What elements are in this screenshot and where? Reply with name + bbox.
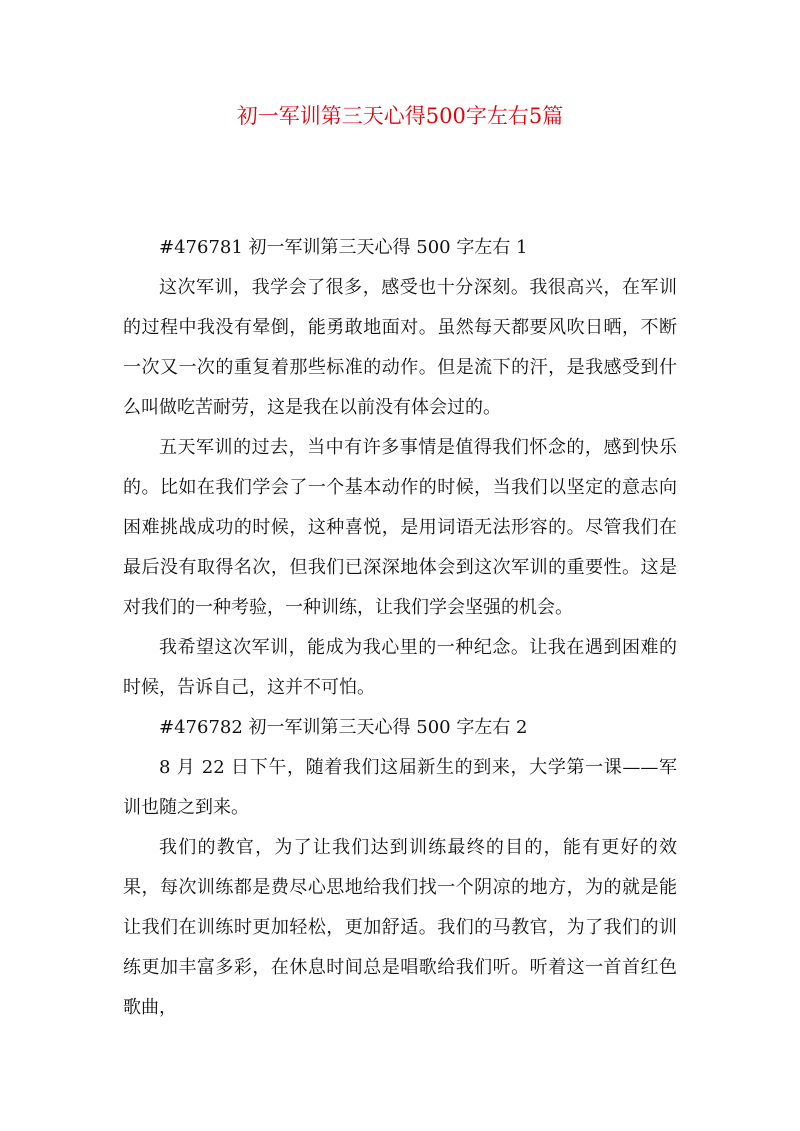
- document-body: [123, 228, 677, 1028]
- paragraph: 这次军训，我学会了很多，感受也十分深刻。我很高兴，在军训的过程中我没有晕倒，能勇敢地面对。虽然每天都要风吹日晒，不断一次又一次的重复着那些标准的动作。但是流下的汗，是我感受到什么叫做吃苦耐劳，这是我在以前没有体会过的。: [123, 277, 677, 418]
- section-heading-2: #476782 初一军训第三天心得 500 字左右 2: [159, 717, 528, 738]
- paragraph: 我希望这次军训，能成为我心里的一种纪念。让我在遇到困难的时候，告诉自己，这并不可怕。: [123, 637, 677, 698]
- document-title: 初一军训第三天心得500字左右5篇: [236, 104, 564, 128]
- section-heading-1: #476781 初一军训第三天心得 500 字左右 1: [159, 237, 528, 258]
- paragraph: 我们的教官，为了让我们达到训练最终的目的，能有更好的效果，每次训练都是费尽心思地给我们找一个阴凉的地方，为的就是能让我们在训练时更加轻松，更加舒适。我们的马教官，为了我们的训练更加丰富多彩，在休息时间总是唱歌给我们听。听着这一首首红色歌曲，: [123, 837, 677, 1018]
- paragraph: 五天军训的过去，当中有许多事情是值得我们怀念的，感到快乐的。比如在我们学会了一个基本动作的时候，当我们以坚定的意志向困难挑战成功的时候，这种喜悦，是用词语无法形容的。尽管我们在最后没有取得名次，但我们已深深地体会到这次军训的重要性。这是对我们的一种考验，一种训练，让我们学会坚强的机会。: [123, 437, 677, 618]
- paragraph: 8 月 22 日下午，随着我们这届新生的到来，大学第一课——军训也随之到来。: [123, 757, 677, 818]
